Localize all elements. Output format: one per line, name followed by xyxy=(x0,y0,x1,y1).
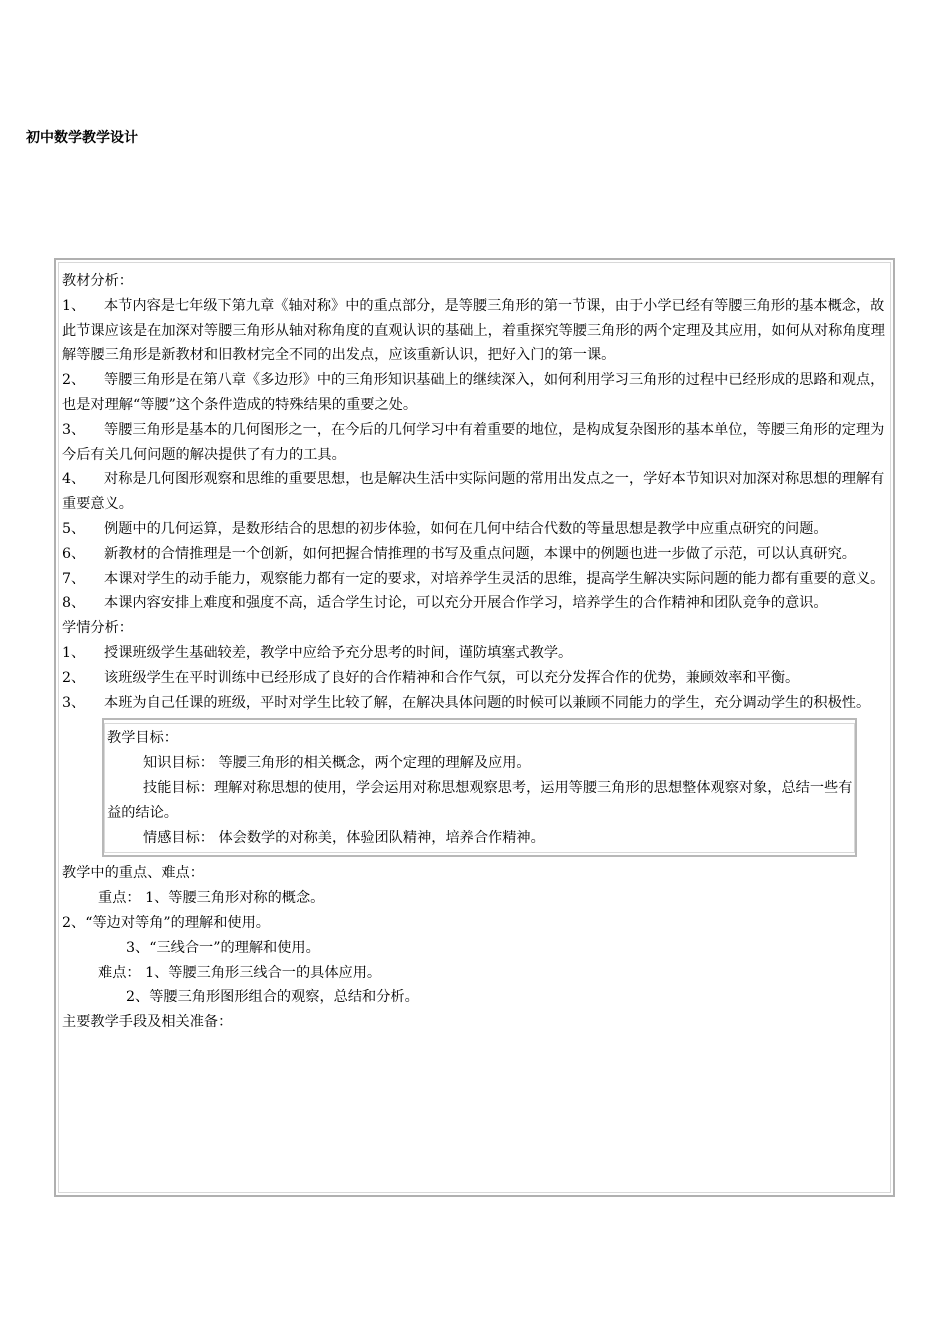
item-number: 5、 xyxy=(62,520,86,537)
item-text: 授课班级学生基础较差，教学中应给予充分思考的时间，谨防填塞式教学。 xyxy=(104,644,573,661)
item-text: 等腰三角形是基本的几何图形之一，在今后的几何学习中有着重要的地位，是构成复杂图形的基本单位，等腰三角形的定理为今后有关几何问题的解决提供了有力的工具。 xyxy=(62,421,885,463)
item-number: 3、 xyxy=(62,421,86,438)
item-text: 例题中的几何运算，是数形结合的思想的初步体验，如何在几何中结合代数的等量思想是教学中应重点研究的问题。 xyxy=(104,520,828,537)
student-analysis-heading: 学情分析： xyxy=(62,620,133,637)
textbook-item-7 xyxy=(62,567,894,592)
item-text: 本课内容安排上难度和强度不高，适合学生讨论，可以充分开展合作学习，培养学生的合作精神和团队竞争的意识。 xyxy=(104,595,828,612)
item-text: 等腰三角形是在第八章《多边形》中的三角形知识基础上的继续深入，如何利用学习三角形的过程中已经形成的思路和观点，也是对理解“等腰”这个条件造成的特殊结果的重要之处。 xyxy=(62,372,885,413)
textbook-item-6 xyxy=(62,542,894,567)
item-number: 7、 xyxy=(62,570,86,587)
student-item-3 xyxy=(62,691,894,716)
textbook-item-8 xyxy=(62,591,894,616)
item-number: 4、 xyxy=(62,471,86,488)
key-points-heading: 教学中的重点、难点： xyxy=(62,865,204,882)
textbook-item-4 xyxy=(62,467,894,517)
item-text: 本班为自己任课的班级，平时对学生比较了解，在解决具体问题的时候可以兼顾不同能力的学生，充分调动学生的积极性。 xyxy=(104,694,871,711)
item-text: 本节内容是七年级下第九章《轴对称》中的重点部分，是等腰三角形的第一节课，由于小学已经有等腰三角形的基本概念，故此节课应该是在加深对等腰三角形从轴对称角度的直观认识的基础上，着重探究等腰三角形的两个定理及其应用，如何从对称角度理解等腰三角形是新教材和旧教材完全不同的出发点，应该重新认识，把好入门的第一课。 xyxy=(62,297,885,364)
item-number: 1、 xyxy=(62,297,86,314)
teaching-goals-box xyxy=(102,718,857,857)
item-text: 对称是几何图形观察和思维的重要思想，也是解决生活中实际问题的常用出发点之一，学好本节知识对加深对称思想的理解有重要意义。 xyxy=(62,471,885,513)
item-number: 6、 xyxy=(62,545,86,562)
student-item-1 xyxy=(62,641,894,666)
item-number: 3、 xyxy=(62,694,86,711)
lesson-plan-content xyxy=(62,269,894,1035)
difficulty-line-1: 难点： 1、等腰三角形三线合一的具体应用。 xyxy=(98,964,382,981)
item-number: 2、 xyxy=(62,669,86,686)
item-text: 该班级学生在平时训练中已经形成了良好的合作精神和合作气氛，可以充分发挥合作的优势，兼顾效率和平衡。 xyxy=(104,669,800,686)
teaching-goals-cell xyxy=(104,723,855,853)
key-point-line-2: 2、“等边对等角”的理解和使用。 xyxy=(62,914,270,931)
skill-goal: 技能目标：理解对称思想的使用，学会运用对称思想观察思考，运用等腰三角形的思想整体观察对象，总结一些有益的结论。 xyxy=(107,779,853,821)
item-text: 新教材的合情推理是一个创新，如何把握合情推理的书写及重点问题，本课中的例题也进一步做了示范，可以认真研究。 xyxy=(104,545,856,562)
textbook-item-3 xyxy=(62,418,894,468)
knowledge-goal: 知识目标： 等腰三角形的相关概念，两个定理的理解及应用。 xyxy=(143,755,531,772)
student-item-2 xyxy=(62,666,894,691)
textbook-item-2 xyxy=(62,368,894,418)
textbook-analysis-heading: 教材分析： xyxy=(62,273,133,289)
difficulty-line-2: 2、等腰三角形图形组合的观察，总结和分析。 xyxy=(126,989,419,1006)
emotion-goal: 情感目标： 体会数学的对称美，体验团队精神，培养合作精神。 xyxy=(143,829,545,846)
item-number: 2、 xyxy=(62,372,86,389)
teaching-goals-heading: 教学目标： xyxy=(107,730,178,747)
lesson-plan-cell xyxy=(58,262,891,1193)
textbook-item-1 xyxy=(62,294,894,368)
page-title: 初中数学教学设计 xyxy=(26,130,138,146)
item-number: 1、 xyxy=(62,644,86,661)
item-number: 8、 xyxy=(62,595,86,612)
key-point-line-3: 3、“三线合一”的理解和使用。 xyxy=(126,939,320,956)
lesson-plan-table xyxy=(54,258,895,1197)
key-point-line-1: 重点： 1、等腰三角形对称的概念。 xyxy=(98,890,325,907)
item-text: 本课对学生的动手能力，观察能力都有一定的要求，对培养学生灵活的思维，提高学生解决实际问题的能力都有重要的意义。 xyxy=(104,570,885,587)
textbook-item-5 xyxy=(62,517,894,542)
teaching-means-heading: 主要教学手段及相关准备： xyxy=(62,1014,233,1031)
